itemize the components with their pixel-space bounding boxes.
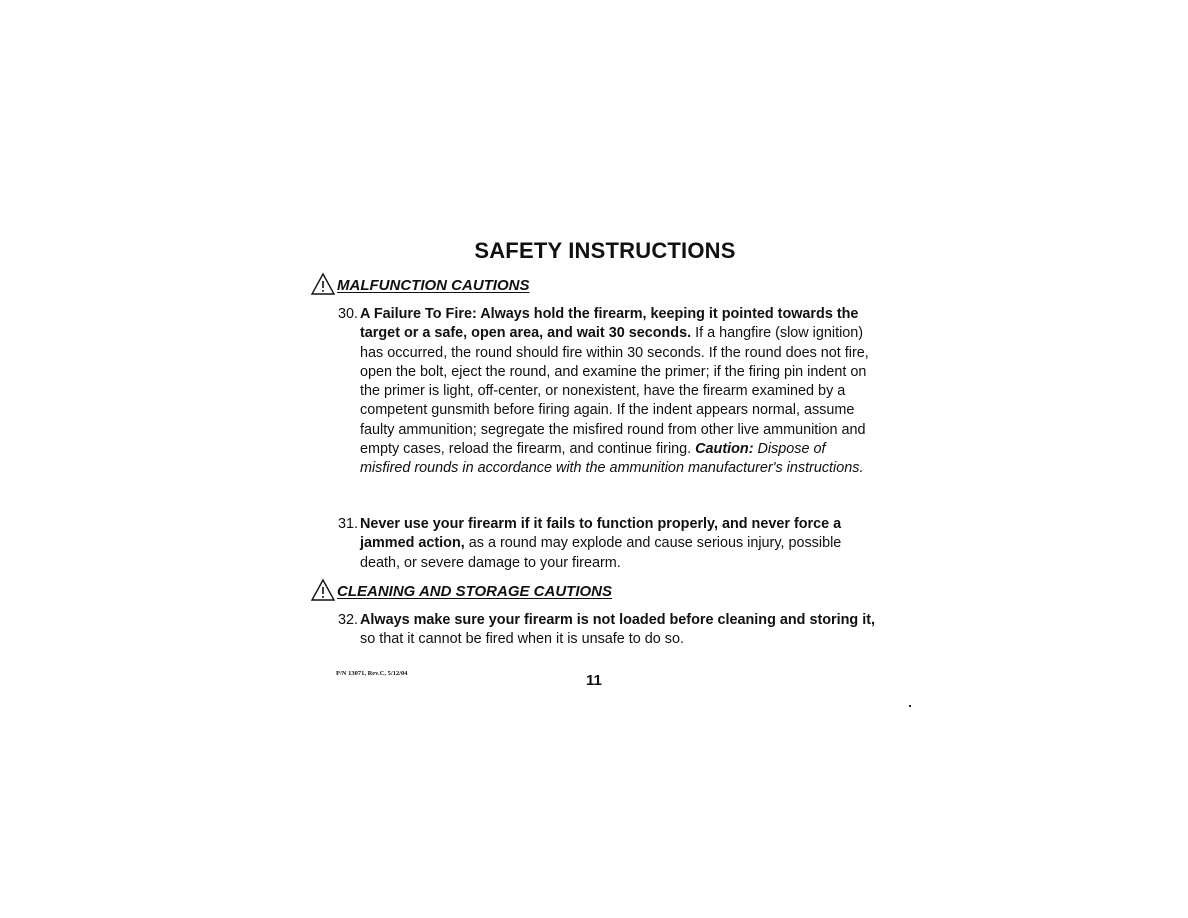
item-text: so that it cannot be fired when it is unsafe to do so. (360, 631, 684, 648)
caution-label: Caution: (695, 441, 754, 458)
item-body (360, 611, 878, 650)
item-text: If a hangfire (slow ignition) has occurred, the round should fire within 30 seconds. If the round does not fire, open the bolt, eject the round, and examine the primer; if the firing pin indent on the primer is light, off-center, or nonexistent, have the firearm examined by a competent gunsmith before firing again. If the indent appears normal, assume faulty ammunition; segregate the misfired round from other live ammunition and empty cases, reload the firearm, and continue firing. (360, 325, 869, 458)
item-lead-text: A Failure To Fire: Always hold the firearm, keeping it pointed towards the target or a safe, open area, and wait 30 seconds. (360, 306, 859, 342)
warning-triangle-icon (310, 272, 336, 296)
list-item-32 (338, 611, 878, 650)
part-number-footer: P/N 13071, Rev.C, 5/12/04 (336, 670, 408, 677)
item-number: 32. (338, 612, 359, 628)
item-number: 31. (338, 516, 359, 532)
section-heading-malfunction (310, 270, 529, 296)
page-number: 11 (586, 672, 602, 689)
caution-text: Dispose of misfired rounds in accordance with the ammunition manufacturer's instructions. (360, 441, 864, 477)
item-body (360, 515, 878, 573)
item-lead-text: Never use your firearm if it fails to function properly, and never force a jammed action, (360, 516, 842, 552)
page-title: SAFETY INSTRUCTIONS (474, 238, 736, 263)
warning-triangle-icon (310, 578, 336, 602)
item-body (360, 305, 878, 479)
stray-mark (909, 705, 911, 707)
section-heading-cleaning (310, 576, 612, 602)
item-text: as a round may explode and cause serious injury, possible death, or severe damage to your firearm. (360, 535, 842, 571)
section-heading-label: CLEANING AND STORAGE CAUTIONS (337, 583, 613, 600)
list-item-31 (338, 515, 878, 573)
section-heading-label: MALFUNCTION CAUTIONS (337, 277, 530, 294)
item-lead-text: Always make sure your firearm is not loaded before cleaning and storing it, (360, 612, 875, 628)
item-number: 30. (338, 306, 359, 322)
list-item-30 (338, 305, 878, 479)
